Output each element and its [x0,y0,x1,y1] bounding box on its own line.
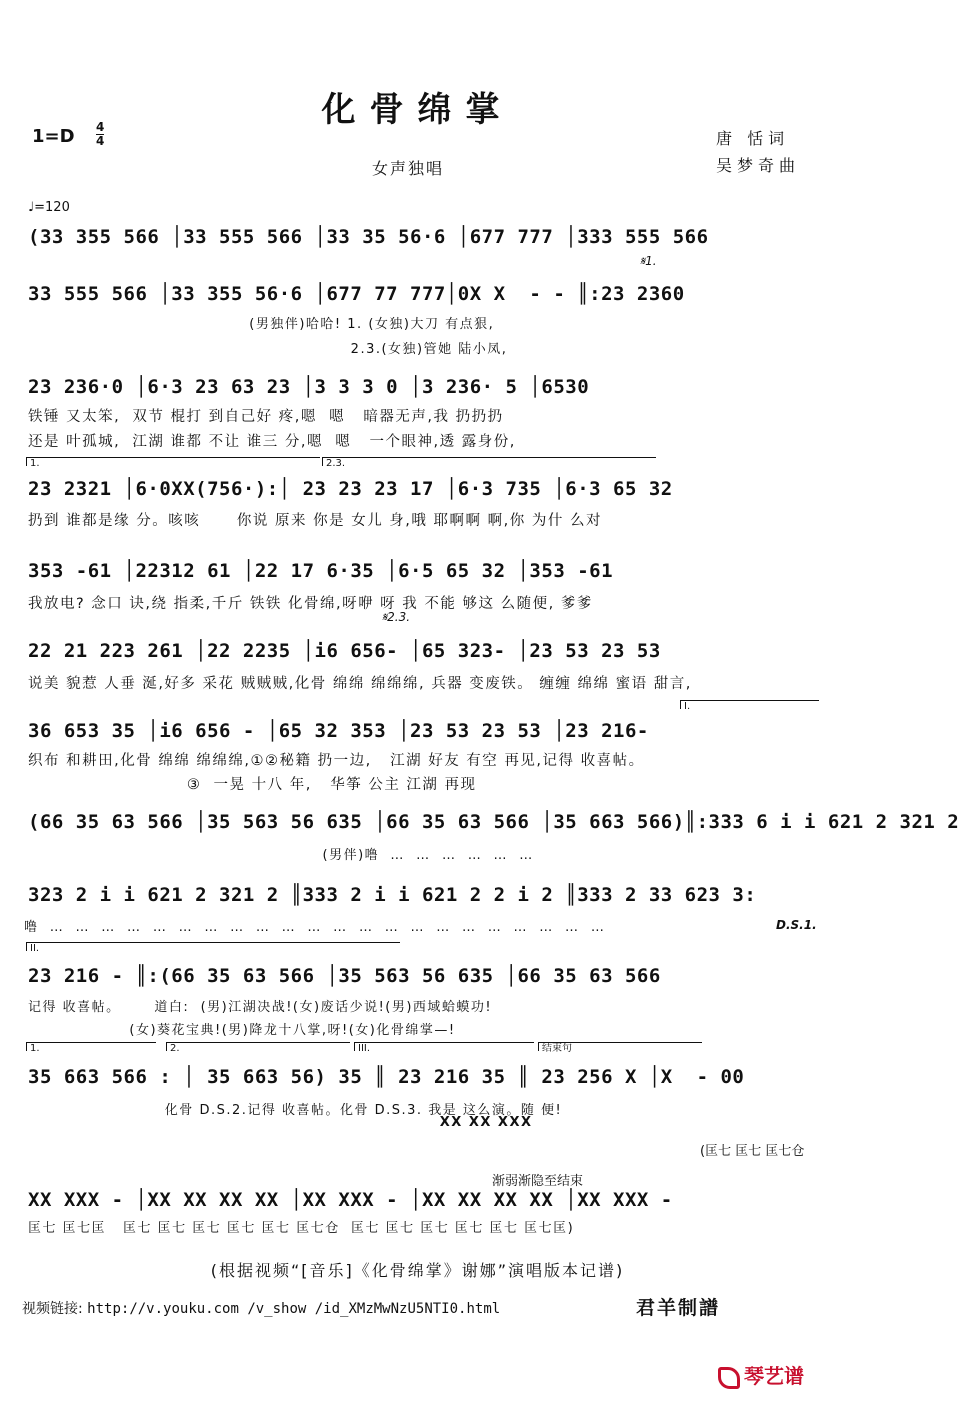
video-link [22,1298,500,1318]
score-row-6 [24,636,816,670]
time-signature-top: 4 [96,120,105,134]
lyric-line: 扔到 谁都是缘 分。咳咳 你说 原来 你是 女儿 身,哦 耶啊啊 啊,你 为什 么对 [28,513,602,529]
video-link-label: 视频链接: [22,1301,83,1317]
segno-23-mark: 𝄋2.3. [382,610,411,624]
lyric-line: 噜 … … … … … … … … … … … … … … … … … … … … … … [24,920,606,935]
volta-I-bracket: I. [680,700,819,709]
tempo-marking: ♩=120 [28,200,70,215]
dialogue-line: 记得 收喜帖。 道白: (男)江湖决战!(女)废话少说!(男)西域蛤蟆功! [28,1000,493,1015]
score-row-10 [24,961,816,995]
notation-line: 353 -61 │22312 61 │22 17 6·35 │6·5 65 32 │353 -61 [28,560,614,582]
score-row-8 [24,807,959,841]
notation-line: 23 236·0 │6·3 23 63 23 │3 3 3 0 │3 236· 5 │6530 [28,376,590,398]
notation-line: 33 555 566 │33 355 56·6 │677 77 777│0X X - - ║:23 2360 [28,283,685,305]
volta-III-bracket: III. [354,1042,534,1051]
video-link-url[interactable]: http://v.youku.com /v_show /id_XMzMwNzU5NTI0.html [87,1301,501,1317]
site-logo[interactable] [718,1360,804,1389]
time-signature [96,121,104,148]
lyric-line: 我放电? 念口 诀,绕 指柔,千斤 铁铁 化骨绵,呀咿 呀 我 不能 够这 么随便, 爹爹 [28,596,593,612]
dialogue-line: (女)葵花宝典!(男)降龙十八掌,呀!(女)化骨绵掌—! [28,1023,456,1038]
time-signature-bottom: 4 [96,134,105,148]
fade-instruction: 渐弱渐隐至结束 [492,1174,584,1189]
ending-bracket: 结束句 [538,1042,702,1051]
score-row-3 [24,372,816,406]
lyric-line: 2.3.(女独)管她 陆小凤, [24,342,508,357]
lyric-line: ③ 一晃 十八 年, 华筝 公主 江湖 再现 [28,777,477,793]
composer-credit: 吴梦奇曲 [716,156,801,175]
key-signature: 1=D [32,126,75,147]
notation-line: 35 663 566 : │ 35 663 56) 35 ║ 23 216 35 ║ 23 256 X │X - 00 [28,1066,745,1088]
score-title: 化骨绵掌 [321,90,514,130]
lyric-line: (男独伴)哈哈! 1. (女独)大刀 有点狠, [24,317,495,332]
score-row-11 [24,1062,816,1096]
notation-line: 323 2 i i 621 2 321 2 ║333 2 i i 621 2 2 i 2 ║333 2 33 623 3: [28,884,757,906]
transcriber-signature: 君羊制譜 [636,1297,721,1319]
volta-2-bracket: 2. [166,1042,350,1051]
lyricist-credit: 唐 恬词 [716,129,790,148]
notation-line: 36 653 35 │i6 656 - │65 32 353 │23 53 23 53 │23 216- [28,720,649,742]
lyric-line: 化骨 D.S.2.记得 收喜帖。化骨 D.S.3. 我是 这么演。随 便! [24,1103,563,1118]
gong-start: (匡七 匡七 匡七仓 [700,1144,805,1159]
segno-1-mark: 𝄋1. [640,254,657,268]
source-note: (根据视频“[音乐]《化骨绵掌》谢娜”演唱版本记谱) [210,1261,625,1280]
notation-line: (66 35 63 566 │35 563 56 635 │66 35 63 566 │35 663 566)║:333 6 i i 621 2 321 2 [28,811,959,833]
notation-line: 23 216 - ║:(66 35 63 566 │35 563 56 635 │66 35 63 566 [28,965,661,987]
score-row-7 [24,716,816,750]
volta-23-bracket: 2.3. [322,457,656,466]
site-logo-text: 琴艺谱 [744,1364,804,1388]
notation-line: (33 355 566 │33 555 566 │33 35 56·6 │677 777 │333 555 566 [28,226,709,248]
notation-line: XX XXX - │XX XX XX XX │XX XXX - │XX XX XX XX │XX XXX - [28,1189,673,1211]
logo-icon [718,1367,740,1389]
score-row-5 [24,556,816,590]
volta-II-bracket: II. [26,942,400,951]
lyric-line: 匡七 匡七匡 匡七 匡七 匡七 匡七 匡七 匡七仓 匡七 匡七 匡七 匡七 匡七 匡七匡) [28,1221,575,1236]
volta-1-bracket: 1. [26,457,320,466]
notation-line: 22 21 223 261 │22 2235 │i6 656- │65 323- │23 53 23 53 [28,640,661,662]
performer-label: 女声独唱 [372,159,445,178]
score-row-1 [24,222,816,256]
volta-1b-bracket: 1. [26,1042,156,1051]
lyric-line: (男伴)噜 … … … … … … [24,848,534,863]
ds1-mark: D.S.1. [776,918,817,932]
score-row-4 [24,474,816,508]
lyric-line: 还是 叶孤城, 江湖 谁都 不让 谁三 分,嗯 嗯 一个眼神,透 露身份, [28,434,516,450]
rhythm-line: XX XX XXX [24,1115,533,1130]
lyric-line: 说美 貌惹 人垂 涎,好多 采花 贼贼贼,化骨 绵绵 绵绵绵, 兵器 变废铁。 缠缠 绵绵 蜜语 甜言, [28,676,692,692]
score-row-2 [24,279,816,313]
score-row-12 [24,1185,816,1219]
lyric-line: 织布 和耕田,化骨 绵绵 绵绵绵,①②秘籍 扔一边, 江湖 好友 有空 再见,记得 收喜帖。 [28,753,645,769]
score-row-9 [24,880,816,914]
notation-line: 23 2321 │6·0XX(756·):│ 23 23 23 17 │6·3 735 │6·3 65 32 [28,478,673,500]
lyric-line: 铁锤 又太笨, 双节 棍打 到自己好 疼,嗯 嗯 暗器无声,我 扔扔扔 [28,409,504,425]
